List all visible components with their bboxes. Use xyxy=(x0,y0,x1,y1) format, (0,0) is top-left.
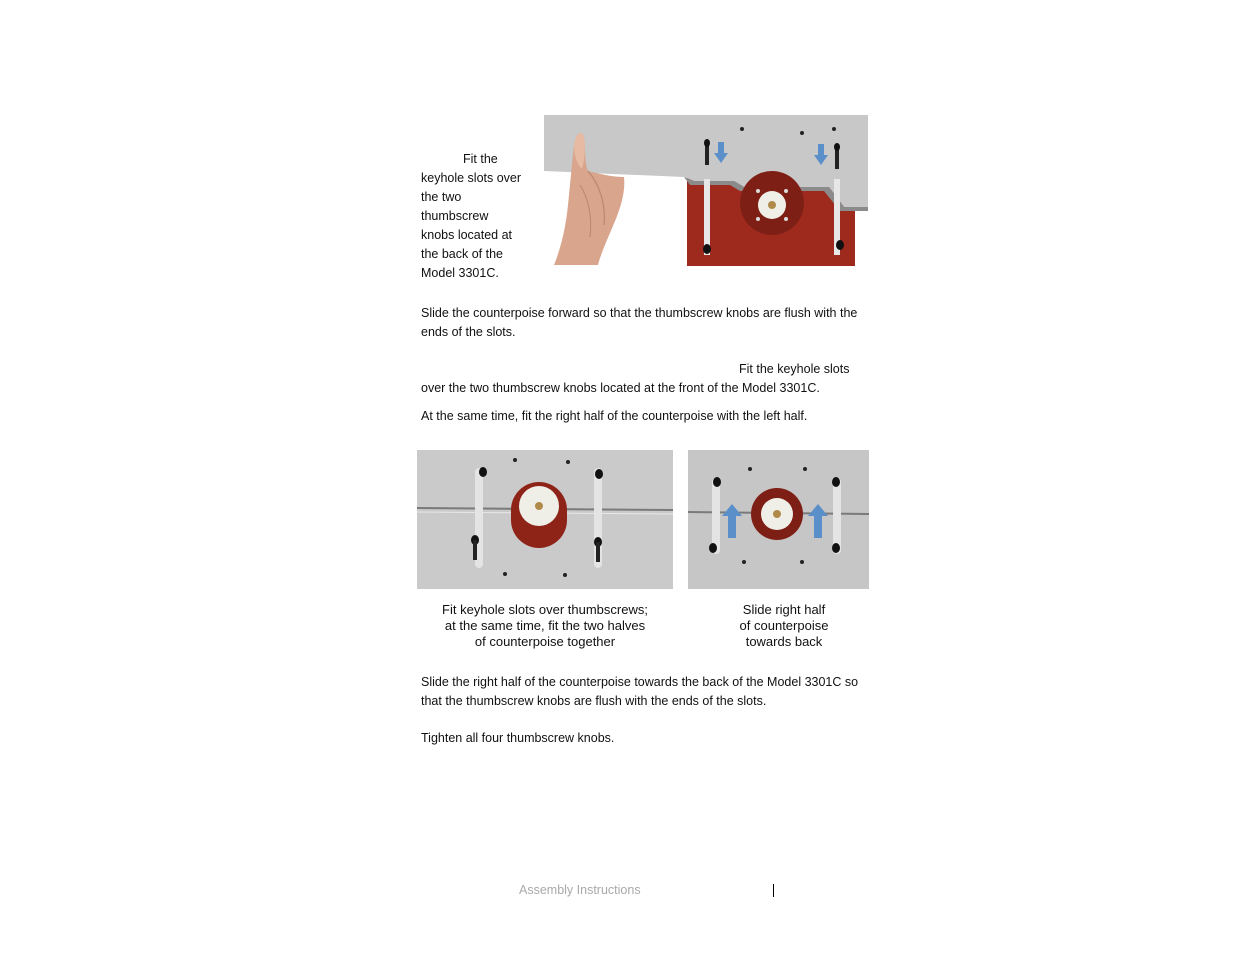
step6-text: Tighten all four thumbscrew knobs. xyxy=(421,731,615,745)
step2-text: Slide the counterpoise forward so that the thumbscrew knobs are flush with the ends of the slots. xyxy=(421,306,858,339)
photo-fit-halves-graphic xyxy=(417,450,673,589)
caption-left-line: at the same time, fit the two halves xyxy=(444,618,646,633)
caption-right xyxy=(688,602,880,650)
photo-fit-back-keyholes-graphic xyxy=(544,115,868,267)
caption-left-line: Fit keyhole slots over thumbscrews; xyxy=(442,602,648,617)
step4-text: At the same time, fit the right half of the counterpoise with the left half. xyxy=(421,409,808,423)
step1-text: Fit the keyhole slots over the two thumbscrew knobs located at the back of the Model 3301C. xyxy=(421,152,522,280)
footer-separator xyxy=(773,884,774,897)
step5-text: Slide the right half of the counterpoise towards the back of the Model 3301C so that the thumbscrew knobs are flush with the ends of the slots. xyxy=(421,675,859,708)
caption-right-line: Slide right half xyxy=(742,602,826,617)
caption-left-line: of counterpoise together xyxy=(474,634,616,649)
photo-fit-halves xyxy=(417,450,673,589)
step3-text: Fit the keyhole slots over the two thumbscrew knobs located at the front of the Model 3301C. xyxy=(421,362,850,395)
photo-slide-right-half xyxy=(688,450,869,589)
photo-fit-back-keyholes xyxy=(544,115,868,267)
photo-slide-right-half-graphic xyxy=(688,450,869,589)
caption-left xyxy=(417,602,673,650)
caption-right-line: of counterpoise xyxy=(739,618,829,633)
caption-right-line: towards back xyxy=(745,634,823,649)
footer-title: Assembly Instructions xyxy=(519,883,641,897)
